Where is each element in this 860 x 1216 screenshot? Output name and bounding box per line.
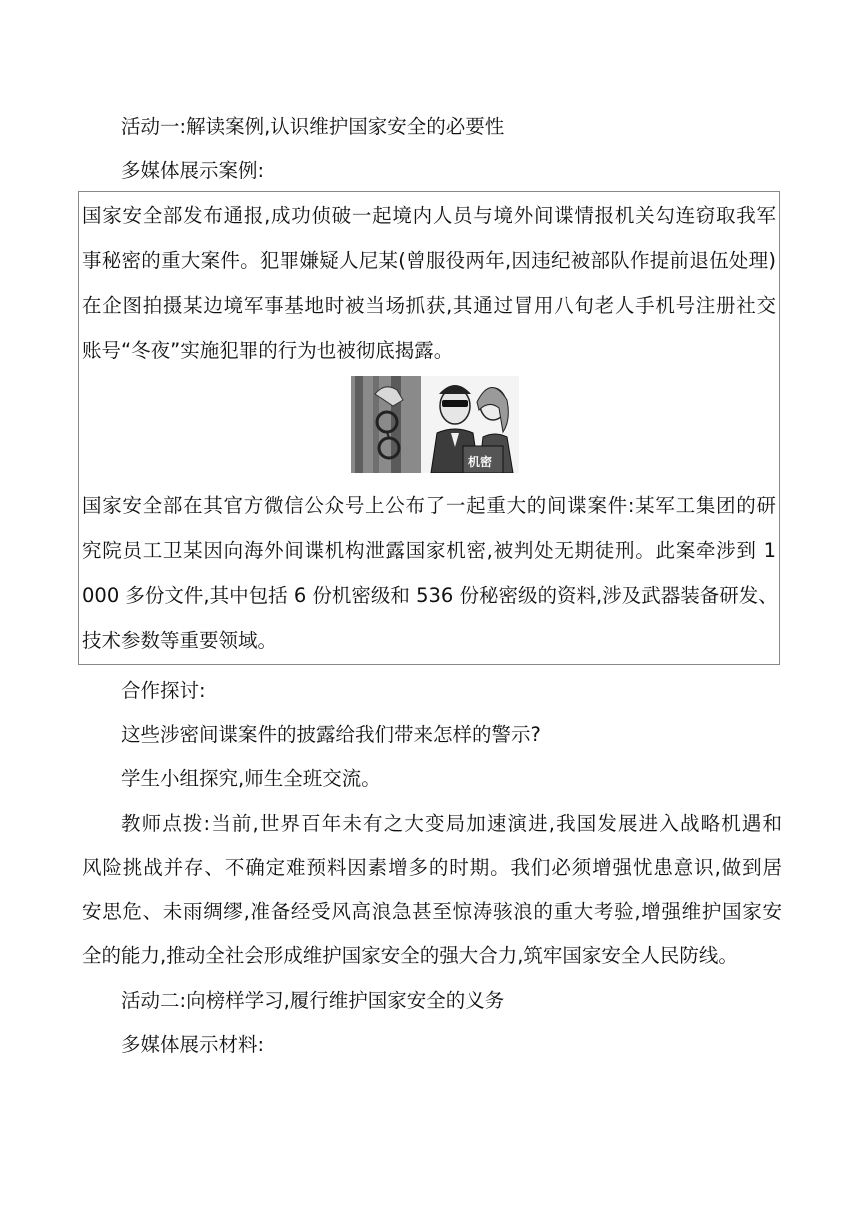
spy-cartoon-illustration bbox=[351, 376, 519, 473]
case1-line: 国家安全部发布通报,成功侦破一起境内人员与境外间谍情报机关勾连窃取我军 bbox=[82, 204, 776, 227]
case2-line: 国家安全部在其官方微信公众号上公布了一起重大的间谍案件:某军工集团的研 bbox=[82, 494, 776, 517]
multimedia-intro-2: 多媒体展示材料: bbox=[121, 1033, 265, 1056]
teacher-guidance-line: 全的能力,推动全社会形成维护国家安全的强大合力,筑牢国家安全人民防线。 bbox=[82, 944, 738, 967]
teacher-guidance-line: 教师点拨:当前,世界百年未有之大变局加速演进,我国发展进入战略机遇和 bbox=[121, 812, 782, 835]
multimedia-intro-1: 多媒体展示案例: bbox=[121, 159, 265, 182]
case1-line: 账号“冬夜”实施犯罪的行为也被彻底揭露。 bbox=[82, 339, 454, 362]
secret-folder-label: 机密 bbox=[468, 455, 493, 469]
case1-line: 在企图拍摄某边境军事基地时被当场抓获,其通过冒用八旬老人手机号注册社交 bbox=[82, 294, 776, 317]
case1-line: 事秘密的重大案件。犯罪嫌疑人尼某(曾服役两年,因违纪被部队作提前退伍处理) bbox=[82, 249, 776, 272]
teacher-guidance-line: 安思危、未雨绸缪,准备经受风高浪急甚至惊涛骇浪的重大考验,增强维护国家安 bbox=[82, 900, 782, 923]
group-work-text: 学生小组探究,师生全班交流。 bbox=[121, 767, 381, 790]
discussion-label: 合作探讨: bbox=[121, 679, 206, 702]
case2-line: 究院员工卫某因向海外间谍机构泄露国家机密,被判处无期徒刑。此案牵涉到 1 bbox=[82, 539, 776, 562]
discussion-question: 这些涉密间谍案件的披露给我们带来怎样的警示? bbox=[121, 723, 541, 746]
case2-line: 技术参数等重要领域。 bbox=[82, 629, 278, 652]
activity-one-heading: 活动一:解读案例,认识维护国家安全的必要性 bbox=[121, 115, 505, 138]
activity-two-heading: 活动二:向榜样学习,履行维护国家安全的义务 bbox=[121, 989, 505, 1012]
teacher-guidance-line: 风险挑战并存、不确定难预料因素增多的时期。我们必须增强忧患意识,做到居 bbox=[82, 856, 782, 879]
case-box bbox=[78, 191, 780, 665]
case2-line: 000 多份文件,其中包括 6 份机密级和 536 份秘密级的资料,涉及武器装备研发、 bbox=[82, 584, 778, 607]
spy-cartoon-svg bbox=[351, 376, 519, 473]
